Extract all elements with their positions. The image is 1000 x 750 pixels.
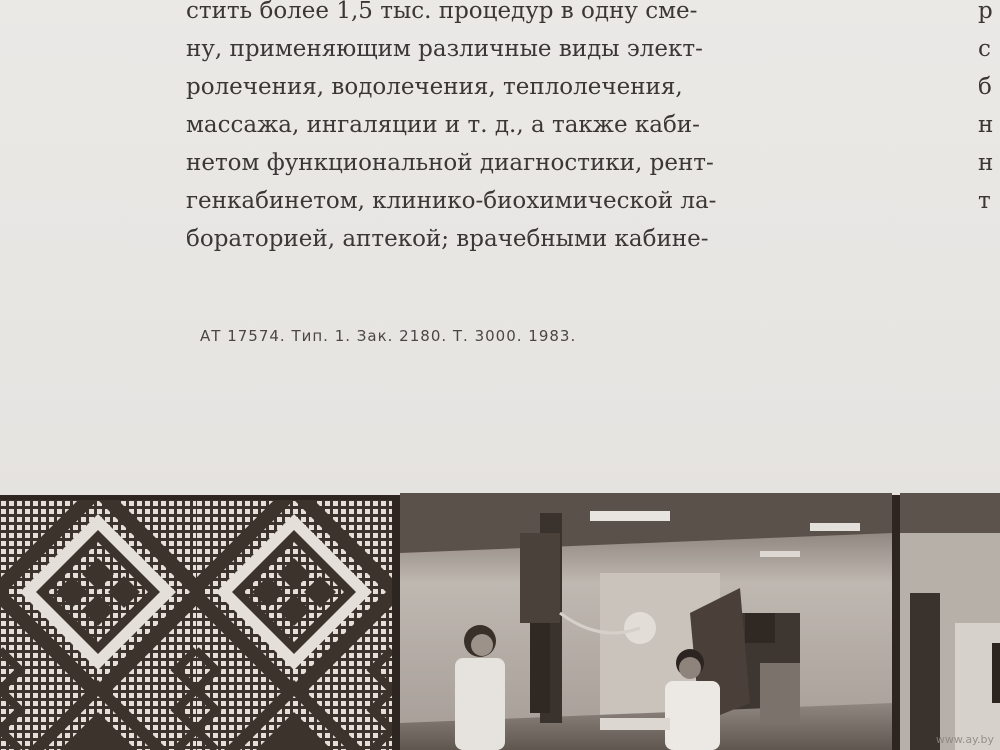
watermark: www.ay.by [935,733,994,746]
text-line: нетом функциональной диагностики, рент- [186,150,714,176]
next-column-letter: б [978,74,992,100]
text-line: стить более 1,5 тыс. процедур в одну сме- [186,0,698,24]
text-line: ну, применяющим различные виды элект- [186,36,703,62]
imprint-line: АТ 17574. Тип. 1. Зак. 2180. Т. 3000. 1983. [200,327,577,345]
text-line: генкабинетом, клинико-биохимической ла- [186,188,717,214]
next-column-letter: н [978,112,994,138]
text-line: ролечения, водолечения, теплолечения, [186,74,683,100]
ornament-pattern [0,500,392,750]
next-column-letter: с [978,36,991,62]
next-column-letter: н [978,150,994,176]
text-line: массажа, ингаляции и т. д., а также каби- [186,112,700,138]
body-text [186,0,826,258]
ornament-graphic [0,500,392,750]
next-column-letter: т [978,188,991,214]
clinic-photo-graphic [400,493,892,750]
next-column-letter: р [978,0,993,24]
clinic-photo [400,493,892,750]
clinic-photo-partial-graphic [900,493,1000,750]
clinic-photo-partial [900,493,1000,750]
text-line: бораторией, аптекой; врачебными кабине- [186,226,709,252]
next-column-fragment [978,0,993,220]
